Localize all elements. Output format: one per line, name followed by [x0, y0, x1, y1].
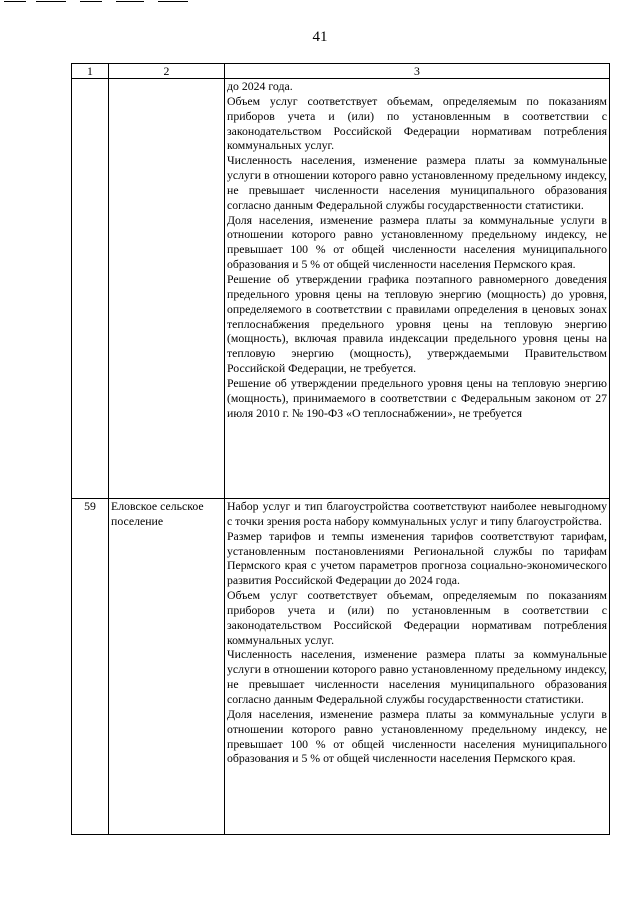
paragraph: Объем услуг соответствует объемам, определяемым по показаниям приборов учета и (или) по установленным в соответствии с законодательством Российской Федерации нормативам потребления коммунальных услуг.: [227, 93, 607, 153]
description-cell: [225, 499, 610, 835]
paragraph: Доля населения, изменение размера платы за коммунальные услуги в отношении которого равно установленному предельному индексу, не превышает 100 % от общей численности населения муниципального образования и 5 % от общей численности населения Пермского края.: [227, 706, 607, 766]
paragraph: Численность населения, изменение размера платы за коммунальные услуги в отношении которого равно установленному предельному индексу, не превышает численности населения муниципального образования согласно данным Федеральной службы государственности статистики.: [227, 153, 607, 212]
paragraph: Объем услуг соответствует объемам, определяемым по показаниям приборов учета и (или) по установленным в соответствии с законодательством Российской Федерации нормативам потребления коммунальных услуг.: [227, 588, 607, 647]
paragraph: Размер тарифов и темпы изменения тарифов соответствуют тарифам, установленным постановлениями Региональной службы по тарифам Пермского края с учетом параметров прогноза социально-экономического развития Российской Федерации до 2024 года.: [227, 528, 607, 588]
settlement-name-cell: Еловское сельское поселение: [109, 499, 225, 835]
page-number: 41: [312, 29, 328, 45]
paragraph: до 2024 года.: [227, 79, 293, 93]
scan-top-marks: [0, 0, 200, 4]
table-row: [72, 79, 610, 499]
row-number-cell: [72, 79, 109, 499]
column-header-2: 2: [109, 64, 225, 79]
paragraph: Численность населения, изменение размера платы за коммунальные услуги в отношении которого равно установленному предельному индексу, не превышает численности населения муниципального образования согласно данным Федеральной службы государственности статистики.: [227, 647, 607, 706]
paragraph: Набор услуг и тип благоустройства соответствуют наиболее невыгодному с точки зрения роста набору коммунальных услуг и типу благоустройства.: [227, 499, 607, 528]
settlement-name-cell: [109, 79, 225, 499]
paragraph: Доля населения, изменение размера платы за коммунальные услуги в отношении которого равно установленному предельному индексу, не превышает 100 % от общей численности населения муниципального образования и 5 % от общей численности населения Пермского края.: [227, 212, 607, 272]
row-number-cell: 59: [72, 499, 109, 835]
column-header-1: 1: [72, 64, 109, 79]
table-header-row: [72, 64, 610, 79]
description-cell: [225, 79, 610, 499]
column-header-3: 3: [225, 64, 610, 79]
paragraph: Решение об утверждении предельного уровня цены на тепловую энергию (мощность), принимаемого в соответствии с Федеральным законом от 27 июля 2010 г. № 190-ФЗ «О теплоснабжении», не требуется: [227, 375, 607, 420]
document-table: [71, 63, 610, 835]
paragraph: Решение об утверждении графика поэтапного равномерного доведения предельного уровня цены на тепловую энергию (мощность) до уровня, определяемого в соответствии с правилами определения в ценовых зонах теплоснабжения предельного уровня цены на тепловую энергию (мощность), включая правила индексации предельного уровня цены на тепловую энергию (мощность), утверждаемыми Правительством Российской Федерации, не требуется.: [227, 271, 607, 376]
table-row: [72, 499, 610, 835]
